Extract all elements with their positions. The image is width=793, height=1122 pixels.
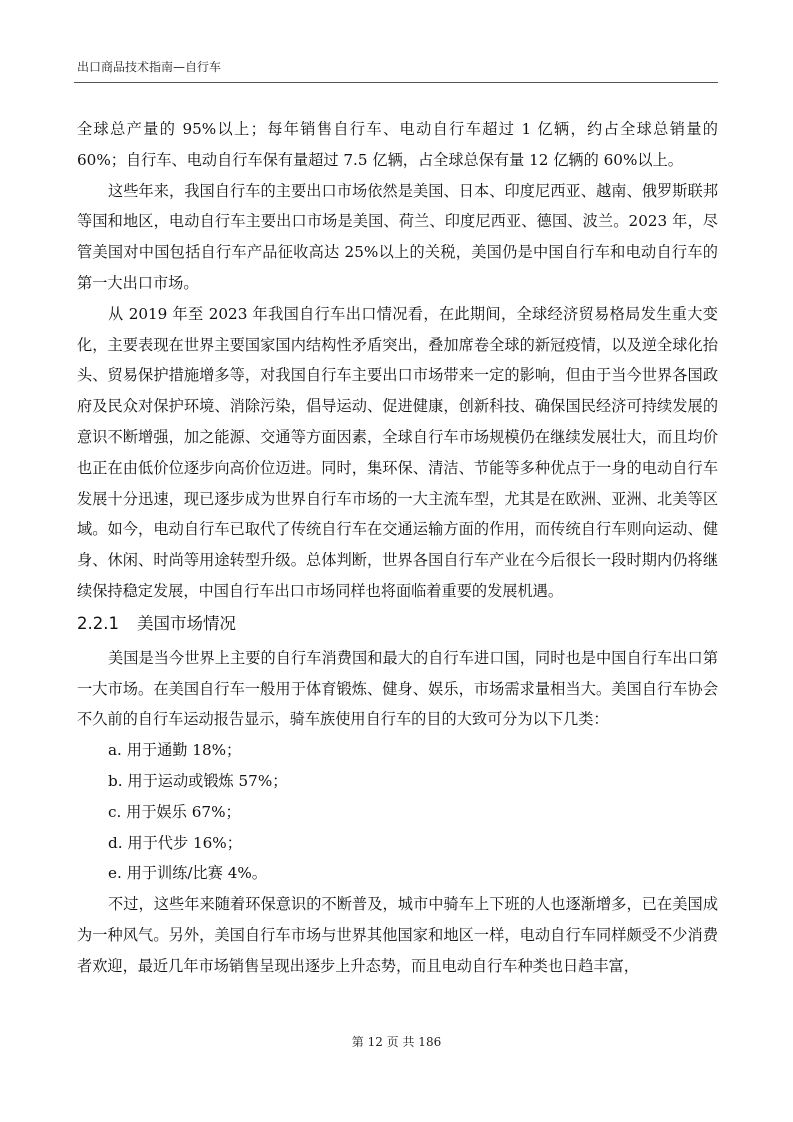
running-header: 出口商品技术指南—自行车 xyxy=(77,60,222,74)
paragraph-us-trend: 不过，这些年来随着环保意识的不断普及，城市中骑车上下班的人也逐渐增多，已在美国成为一种风气。另外，美国自行车市场与世界其他国家和地区一样，电动自行车同样颇受不少消费者欢迎，最近几年市场销售呈现出逐步上升态势，而且电动自行车种类也日趋丰富， xyxy=(77,895,718,975)
list-item: a. 用于通勤 18%； xyxy=(108,741,242,760)
paragraph-global-production: 全球总产量的 95%以上；每年销售自行车、电动自行车超过 1 亿辆，约占全球总销量的 60%；自行车、电动自行车保有量超过 7.5 亿辆，占全球总保有量 12 亿辆的 60%以上。 xyxy=(77,120,718,169)
paragraph-export-analysis: 从 2019 年至 2023 年我国自行车出口情况看，在此期间，全球经济贸易格局发生重大变化，主要表现在世界主要国家国内结构性矛盾突出，叠加席卷全球的新冠疫情，以及逆全球化抬头、贸易保护措施增多等，对我国自行车主要出口市场带来一定的影响，但由于当今世界各国政府及民众对保护环境、消除污染，倡导运动、促进健康，创新科技、确保国民经济可持续发展的意识不断增强，加之能源、交通等方面因素，全球自行车市场规模仍在继续发展壮大，而且均价也正在由低价位逐步向高价位迈进。同时，集环保、清洁、节能等多种优点于一身的电动自行车发展十分迅速，现已逐步成为世界自行车市场的一大主流车型，尤其是在欧洲、亚洲、北美等区域。如今，电动自行车已取代了传统自行车在交通运输方面的作用，而传统自行车则向运动、健身、休闲、时尚等用途转型升级。总体判断，世界各国自行车产业在今后很长一段时期内仍将继续保持稳定发展，中国自行车出口市场同样也将面临着重要的发展机遇。 xyxy=(77,304,718,600)
page-body xyxy=(77,114,718,982)
list-item: b. 用于运动或锻炼 57%； xyxy=(108,771,288,790)
list-item: e. 用于训练/比赛 4%。 xyxy=(108,864,267,883)
paragraph-export-markets: 这些年来，我国自行车的主要出口市场依然是美国、日本、印度尼西亚、越南、俄罗斯联邦等国和地区，电动自行车主要出口市场是美国、荷兰、印度尼西亚、德国、波兰。2023 年，尽管美国对中国包括自行车产品征收高达 25%以上的关税，美国仍是中国自行车和电动自行车的第一大出口市场。 xyxy=(77,181,718,292)
header-divider xyxy=(74,82,718,83)
section-number: 2.2.1 xyxy=(77,613,119,633)
list-item: c. 用于娱乐 67%； xyxy=(108,802,241,821)
page-number: 第 12 页 共 186 xyxy=(351,1035,442,1049)
list-item: d. 用于代步 16%； xyxy=(108,833,242,852)
usage-list xyxy=(77,735,718,889)
paragraph-us-market: 美国是当今世界上主要的自行车消费国和最大的自行车进口国，同时也是中国自行车出口第一大市场。在美国自行车一般用于体育锻炼、健身、娱乐，市场需求量相当大。美国自行车协会不久前的自行车运动报告显示，骑车族使用自行车的目的大致可分为以下几类： xyxy=(77,648,718,729)
section-heading xyxy=(77,609,718,639)
section-title: 美国市场情况 xyxy=(136,613,236,633)
